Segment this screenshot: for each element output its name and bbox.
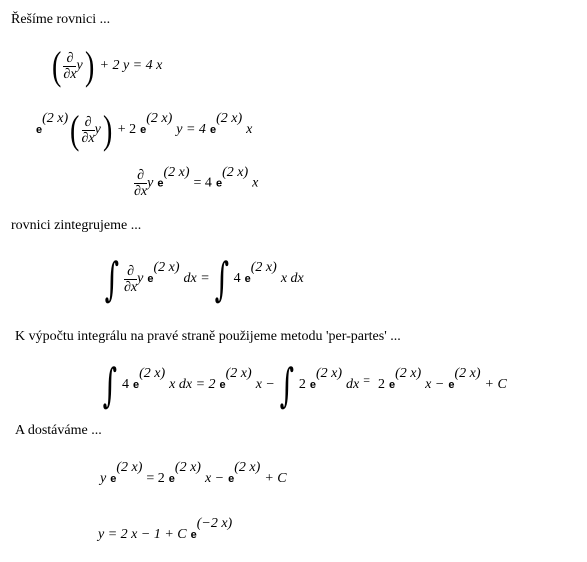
integral-sign: ∫ xyxy=(102,358,118,412)
right-paren: ) xyxy=(102,107,113,152)
equation-2: e(2 x)( $\frac{\partial}{\partial x}$ y) + 2 e(2 x)y = 4 e(2 x)x xyxy=(36,107,253,152)
equation-5: ∫ 4 e(2 x)x dx = 2 e(2 x)x − ∫ 2 e(2 x)dx = 2 e(2 x)x − e(2 x)+ C xyxy=(102,358,507,412)
equation-4: ∫ $\frac{\partial}{\partial x}$ y e(2 x)dx = ∫ 4 e(2 x)x dx xyxy=(104,252,304,306)
partial-derivative: $\frac{\partial}{\partial x}$ xyxy=(123,263,138,295)
equation-3: $\frac{\partial}{\partial x}$ y e(2 x)= 4 e(2 x)x xyxy=(134,164,259,199)
equation-6: y e(2 x)= 2 e(2 x)x − e(2 x)+ C xyxy=(100,460,287,486)
partial-derivative: $\frac{\partial}{\partial x}$ xyxy=(134,168,148,199)
equation-1: ( $\frac{\partial}{\partial x}$ y) + 2 y = 4 x xyxy=(51,43,163,88)
integrate-text: rovnici zintegrujeme ... xyxy=(11,218,142,233)
result-text: A dostáváme ... xyxy=(15,423,102,438)
integral-sign: ∫ xyxy=(279,358,295,412)
left-paren: ( xyxy=(51,43,62,88)
integral-sign: ∫ xyxy=(104,252,120,306)
equation-7: y = 2 x − 1 + C e(−2 x) xyxy=(98,516,233,542)
per-partes-text: K výpočtu integrálu na pravé straně použijeme metodu 'per-partes' ... xyxy=(15,329,401,344)
intro-text: Řešíme rovnici ... xyxy=(11,12,111,27)
eq1-rest: + 2 y = 4 x xyxy=(99,58,163,74)
right-paren: ) xyxy=(84,43,95,88)
integral-sign: ∫ xyxy=(214,252,229,306)
partial-derivative: $\frac{\partial}{\partial x}$ xyxy=(63,50,77,82)
partial-derivative: $\frac{\partial}{\partial x}$ xyxy=(81,114,95,146)
left-paren: ( xyxy=(70,107,80,152)
